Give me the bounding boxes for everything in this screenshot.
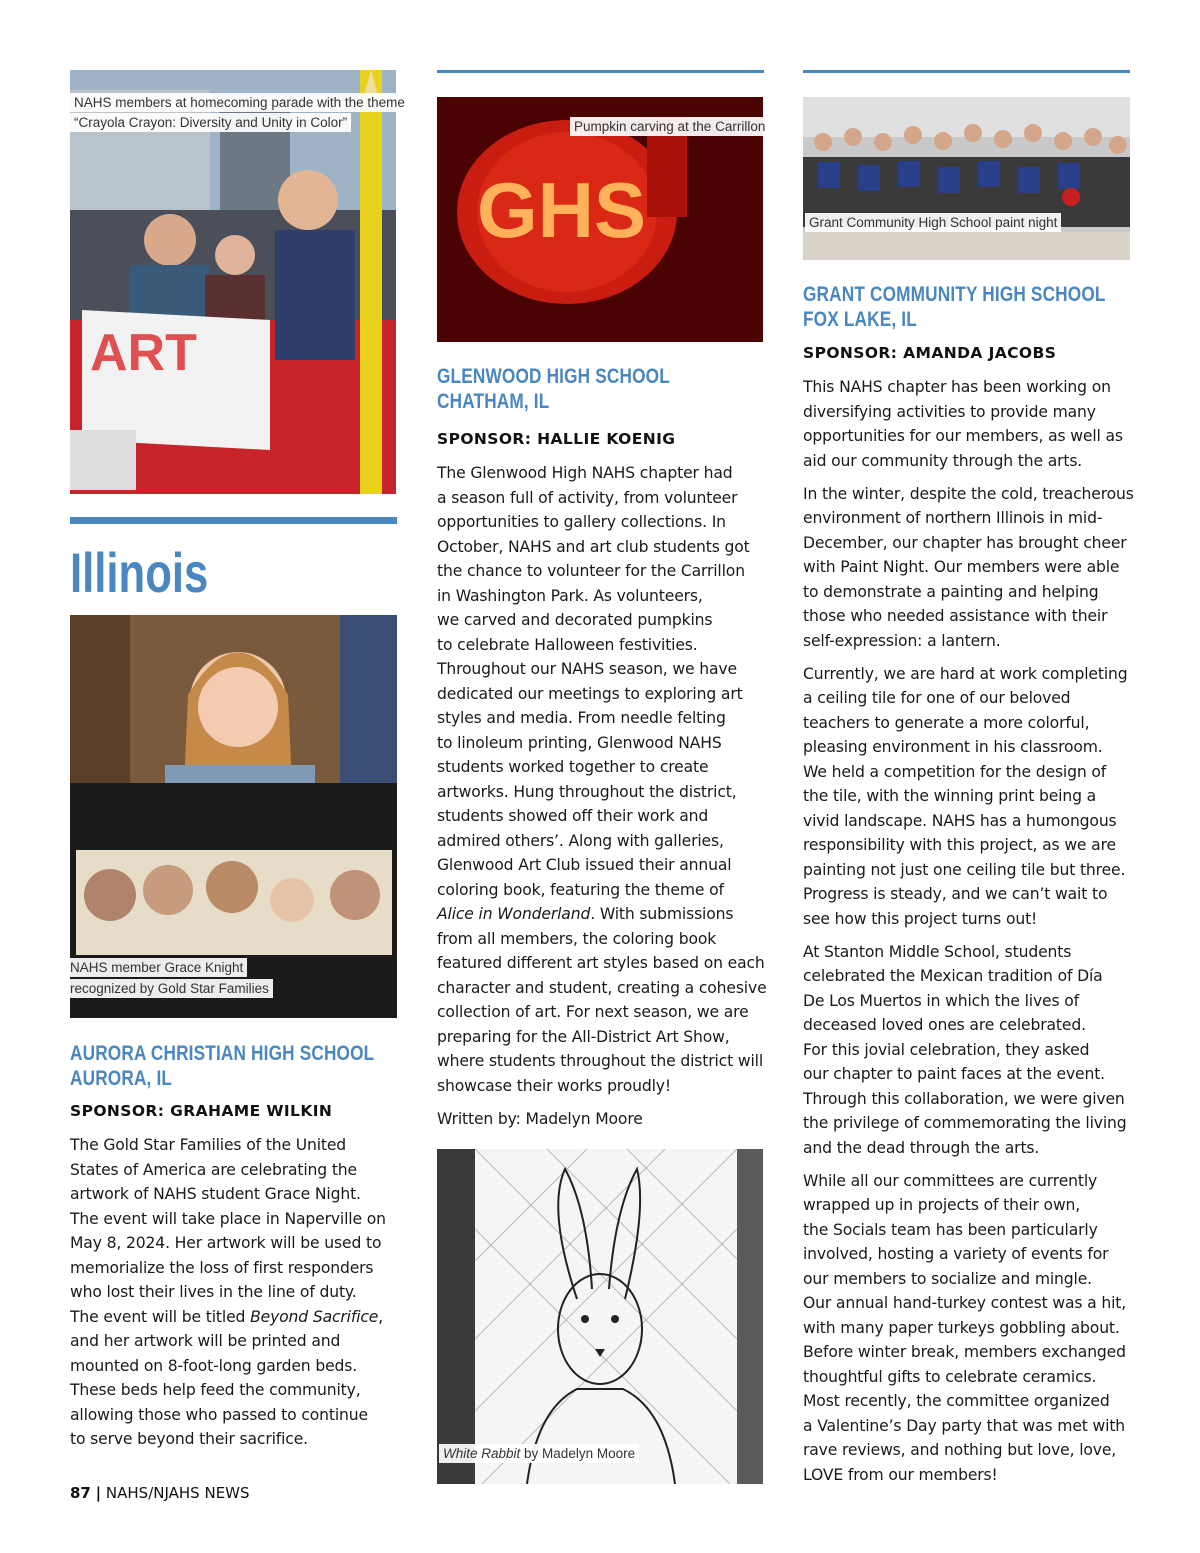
body-text: The event will be titled [70, 1307, 251, 1326]
body-line: we carved and decorated pumpkins [437, 611, 713, 629]
body-line [70, 1305, 386, 1330]
aurora-heading-line1: AURORA CHRISTIAN HIGH SCHOOL [70, 1042, 375, 1065]
aurora-heading-line2: AURORA, IL [70, 1067, 173, 1090]
grant-heading-line2: FOX LAKE, IL [803, 308, 917, 331]
paragraph [803, 662, 1134, 932]
body-line: featured different art styles based on each [437, 954, 765, 972]
body-line: admired others’. Along with galleries, [437, 831, 724, 850]
body-line: deceased loved ones are celebrated. [803, 1016, 1086, 1034]
body-line: May 8, 2024. Her artwork will be used to [70, 1234, 382, 1252]
body-line: a season full of activity, from volunteer [437, 488, 738, 507]
glenwood-heading-line2: CHATHAM, IL [437, 390, 550, 413]
body-line: Progress is steady, and we can’t wait to [803, 885, 1108, 903]
body-line: styles and media. From needle felting [437, 709, 726, 727]
page-number: 87 [70, 1484, 91, 1502]
body-line: painting not just one ceiling tile but three. [803, 860, 1126, 879]
body-line: opportunities for our members, as well as [803, 427, 1123, 445]
grant-body [803, 375, 1134, 1496]
body-line: Our annual hand-turkey contest was a hit, [803, 1294, 1127, 1312]
body-line: mounted on 8-foot-long garden beds. [70, 1356, 358, 1375]
body-line: diversifying activities to provide many [803, 402, 1096, 421]
coloring-book-theme: Alice in Wonderland [437, 905, 591, 923]
publication-name: NAHS/NJAHS NEWS [105, 1484, 250, 1502]
body-line: celebrated the Mexican tradition of Día [803, 967, 1103, 985]
white-rabbit-drawing [437, 1149, 763, 1484]
body-line: LOVE from our members! [803, 1465, 998, 1484]
body-line: self-expression: a lantern. [803, 631, 1001, 650]
body-line: The Glenwood High NAHS chapter had [437, 464, 733, 482]
body-line: coloring book, featuring the theme of [437, 880, 724, 899]
body-line: We held a competition for the design of [803, 762, 1107, 781]
body-line: Most recently, the committee organized [803, 1392, 1110, 1410]
body-line: a Valentine’s Day party that was met with [803, 1416, 1126, 1435]
body-line: aid our community through the arts. [803, 451, 1083, 470]
paragraph [803, 1169, 1134, 1488]
pumpkin-carving: GHS [477, 166, 647, 254]
body-line: those who needed assistance with their [803, 607, 1108, 625]
body-line: Through this collaboration, we were given [803, 1089, 1125, 1108]
body-line: our members to socialize and mingle. [803, 1269, 1092, 1288]
body-line: opportunities to gallery collections. In [437, 513, 726, 531]
body-text: . With submissions [590, 905, 734, 923]
state-title: Illinois [70, 541, 209, 604]
body-line: The event will take place in Naperville on [70, 1209, 386, 1228]
body-line: the tile, with the winning print being a [803, 787, 1097, 805]
event-title: Beyond Sacrifice [250, 1307, 379, 1326]
body-line: The Gold Star Families of the United [70, 1136, 347, 1154]
body-line: pleasing environment in his classroom. [803, 738, 1103, 756]
body-line: artwork of NAHS student Grace Night. [70, 1185, 361, 1203]
body-line: At Stanton Middle School, students [803, 942, 1072, 961]
body-line: students worked together to create [437, 758, 709, 776]
body-line: the Socials team has been particularly [803, 1220, 1098, 1239]
pumpkin-caption: Pumpkin carving at the Carrillon [570, 117, 769, 136]
body-line: to demonstrate a painting and helping [803, 582, 1099, 601]
body-line: students showed off their work and [437, 807, 709, 825]
homecoming-caption-line1: NAHS members at homecoming parade with the theme [70, 93, 409, 112]
grant-heading-line1: GRANT COMMUNITY HIGH SCHOOL [803, 283, 1106, 306]
section-divider [70, 517, 397, 524]
body-line: and the dead through the arts. [803, 1138, 1040, 1157]
body-line: preparing for the All-District Art Show, [437, 1027, 730, 1046]
glenwood-heading-line1: GLENWOOD HIGH SCHOOL [437, 365, 670, 388]
body-line: character and student, creating a cohesive [437, 978, 767, 997]
svg-text:ART: ART [90, 324, 197, 382]
body-line: the chance to volunteer for the Carrillon [437, 562, 745, 580]
body-line: showcase their works proudly! [437, 1076, 671, 1095]
photo-white-rabbit [437, 1149, 763, 1484]
glenwood-body [437, 461, 767, 1098]
photo-paint-night [803, 97, 1130, 260]
body-line: in Washington Park. As volunteers, [437, 586, 703, 605]
aurora-body [70, 1133, 386, 1452]
body-line: to linoleum printing, Glenwood NAHS [437, 733, 722, 752]
body-line: collection of art. For next season, we are [437, 1003, 749, 1021]
body-line: wrapped up in projects of their own, [803, 1196, 1081, 1214]
body-line: Currently, we are hard at work completing [803, 664, 1128, 683]
paragraph [803, 482, 1134, 654]
body-line: our chapter to paint faces at the event. [803, 1065, 1105, 1083]
body-line: Glenwood Art Club issued their annual [437, 856, 732, 874]
footer-separator: | [95, 1484, 102, 1502]
body-line: Throughout our NAHS season, we have [437, 660, 737, 678]
body-line: from all members, the coloring book [437, 929, 717, 948]
artwork-title: White Rabbit [443, 1446, 521, 1461]
body-line: States of America are celebrating the [70, 1160, 357, 1179]
paragraph [803, 940, 1134, 1161]
homecoming-photo-art [70, 70, 396, 494]
aurora-sponsor: SPONSOR: GRAHAME WILKIN [70, 1102, 333, 1120]
body-line: who lost their lives in the line of duty. [70, 1283, 357, 1301]
body-text: , [378, 1307, 384, 1326]
body-line: These beds help feed the community, [70, 1381, 361, 1399]
page-footer [70, 1484, 250, 1502]
body-line: For this jovial celebration, they asked [803, 1040, 1090, 1059]
body-line: where students throughout the district will [437, 1052, 764, 1070]
body-line: Before winter break, members exchanged [803, 1343, 1126, 1361]
paint-night-caption: Grant Community High School paint night [805, 213, 1061, 232]
paragraph [803, 375, 1134, 473]
body-line: memorialize the loss of first responders [70, 1258, 374, 1277]
body-line: involved, hosting a variety of events for [803, 1245, 1109, 1263]
rabbit-caption [439, 1444, 639, 1463]
body-line: with Paint Night. Our members were able [803, 558, 1120, 576]
homecoming-caption-line2: “Crayola Crayon: Diversity and Unity in Color” [70, 113, 351, 132]
body-line [437, 902, 767, 927]
paint-night-photo-art [803, 97, 1130, 260]
grant-sponsor: SPONSOR: AMANDA JACOBS [803, 344, 1057, 362]
grace-caption-line1: NAHS member Grace Knight [66, 958, 247, 977]
photo-homecoming-parade [70, 70, 396, 494]
grace-caption-line2: recognized by Gold Star Families [66, 979, 273, 998]
body-line: December, our chapter has brought cheer [803, 533, 1127, 552]
body-line: De Los Muertos in which the lives of [803, 991, 1079, 1010]
body-line: This NAHS chapter has been working on [803, 378, 1111, 396]
body-line: In the winter, despite the cold, treacherous [803, 484, 1134, 503]
body-line: teachers to generate a more colorful, [803, 713, 1090, 732]
glenwood-sponsor: SPONSOR: HALLIE KOENIG [437, 430, 676, 448]
body-line: thoughtful gifts to celebrate ceramics. [803, 1367, 1097, 1386]
column-rule [437, 70, 764, 73]
body-line: to celebrate Halloween festivities. [437, 635, 698, 654]
body-line: with many paper turkeys gobbling about. [803, 1318, 1120, 1337]
body-line: While all our committees are currently [803, 1171, 1098, 1190]
body-line: allowing those who passed to continue [70, 1405, 368, 1424]
body-line: see how this project turns out! [803, 909, 1038, 928]
body-line: vivid landscape. NAHS has a humongous [803, 811, 1117, 830]
artwork-credit: by Madelyn Moore [520, 1446, 636, 1461]
body-line: and her artwork will be printed and [70, 1332, 341, 1350]
body-line: environment of northern Illinois in mid- [803, 509, 1103, 527]
body-line: October, NAHS and art club students got [437, 537, 750, 556]
body-line: the privilege of commemorating the living [803, 1114, 1127, 1132]
body-line: dedicated our meetings to exploring art [437, 684, 743, 703]
body-line: a ceiling tile for one of our beloved [803, 689, 1071, 707]
body-line: to serve beyond their sacrifice. [70, 1430, 308, 1448]
glenwood-byline: Written by: Madelyn Moore [437, 1110, 643, 1128]
body-line: rave reviews, and nothing but love, love, [803, 1441, 1117, 1459]
column-rule [803, 70, 1130, 73]
body-line: artworks. Hung throughout the district, [437, 782, 737, 801]
body-line: responsibility with this project, as we are [803, 836, 1116, 854]
